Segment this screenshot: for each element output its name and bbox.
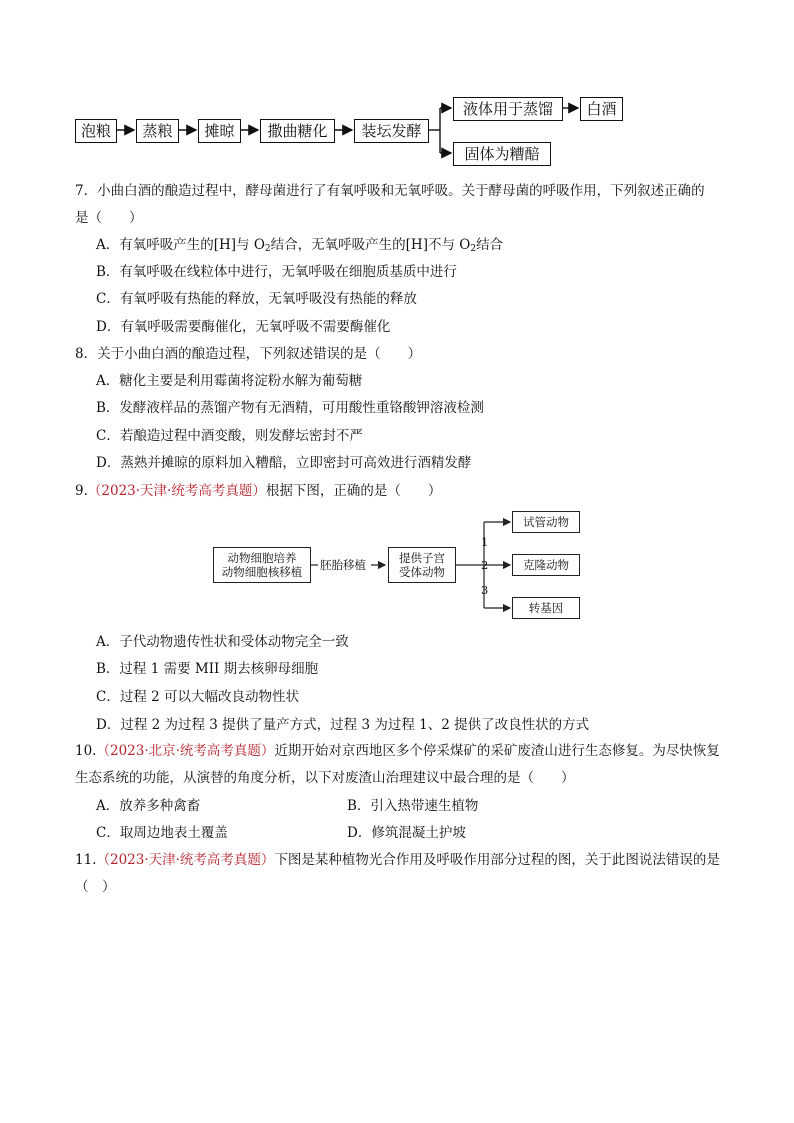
q11-source: （2023·天津·统考高考真题）: [96, 852, 275, 868]
flow-branch-solid: 固体为糟醅: [453, 142, 551, 166]
q8-option-c: C．若酿造过程中酒变酸，则发酵坛密封不严: [96, 428, 363, 444]
q10-stem-line1: 10.（2023·北京·统考高考真题）近期开始对京西地区多个停采煤矿的采矿废渣山进行生态修复。为尽快恢复: [75, 743, 720, 759]
diagram-process-label-3: 3: [481, 583, 489, 597]
q9-source: （2023·天津·统考高考真题）: [87, 483, 266, 499]
q7-option-a: A．有氧呼吸产生的[H]与 $O_2$结合，无氧呼吸产生的[H]不与 $O_2$结合: [96, 237, 504, 254]
q10-stem-line2: 生态系统的功能，从演替的角度分析，以下对废渣山治理建议中最合理的是（ ）: [75, 770, 575, 786]
diagram-box-recipient-line2: 受体动物: [399, 565, 445, 579]
diagram-box-test-tube-animal: 试管动物: [512, 511, 580, 533]
q7-stem-line1: 7．小曲白酒的酿造过程中，酵母菌进行了有氧呼吸和无氧呼吸。关于酵母菌的呼吸作用，下列叙述正确的: [75, 183, 705, 199]
diagram-process-label-1: 1: [481, 535, 489, 549]
q9-option-d: D．过程 2 为过程 3 提供了量产方式，过程 3 为过程 1、2 提供了改良性状的方式: [96, 717, 590, 733]
q10-source: （2023·北京·统考高考真题）: [96, 743, 275, 759]
diagram-box-cell-culture-line2: 动物细胞核移植: [221, 565, 303, 579]
flow-end-baijiu: 白酒: [580, 97, 623, 121]
q10-option-d: D．修筑混凝土护坡: [347, 825, 466, 841]
q7-option-c: C．有氧呼吸有热能的释放，无氧呼吸没有热能的释放: [96, 291, 417, 307]
diagram-box-recipient: [388, 547, 456, 583]
flow-step-zhengliang: 蒸粮: [136, 119, 179, 143]
diagram-box-cell-culture: [213, 547, 311, 583]
q9-option-c: C．过程 2 可以大幅改良动物性状: [96, 689, 300, 705]
q11-stem-line1: 11.（2023·天津·统考高考真题）下图是某种植物光合作用及呼吸作用部分过程的图，关于此图说法错误的是: [75, 852, 720, 868]
diagram-box-recipient-line1: 提供子宫: [399, 551, 445, 565]
q8-option-b: B．发酵液样品的蒸馏产物有无酒精，可用酸性重铬酸钾溶液检测: [96, 400, 484, 416]
q8-stem: 8．关于小曲白酒的酿造过程，下列叙述错误的是（ ）: [75, 346, 422, 362]
q10-option-a: A．放养多种禽畜: [96, 798, 201, 814]
q9-option-b: B．过程 1 需要 MII 期去核卵母细胞: [96, 661, 319, 677]
q11-stem-line2: （ ）: [75, 879, 116, 895]
q9-stem: 9.（2023·天津·统考高考真题）根据下图，正确的是（ ）: [75, 483, 442, 499]
q9-option-a: A．子代动物遗传性状和受体动物完全一致: [96, 634, 349, 650]
q10-option-b: B．引入热带速生植物: [347, 798, 479, 814]
diagram-box-cloned-animal: 克隆动物: [512, 554, 580, 576]
q7-stem-line2: 是（ ）: [75, 210, 143, 226]
flow-step-zhuangtan: 装坛发酵: [354, 119, 429, 143]
flow-step-tanliang: 摊晾: [198, 119, 241, 143]
flow-step-paoliang: 泡粮: [75, 119, 117, 143]
diagram-box-cell-culture-line1: 动物细胞培养: [227, 551, 297, 565]
diagram-box-transgenic: 转基因: [512, 597, 580, 619]
q8-option-d: D．蒸熟并摊晾的原料加入糟醅，立即密封可高效进行酒精发酵: [96, 455, 472, 471]
diagram-process-label-2: 2: [481, 558, 489, 572]
diagram-label-embryo-transfer: 胚胎移植: [320, 558, 366, 572]
q7-option-d: D．有氧呼吸需要酶催化，无氧呼吸不需要酶催化: [96, 319, 391, 335]
q7-option-b: B．有氧呼吸在线粒体中进行，无氧呼吸在细胞质基质中进行: [96, 264, 457, 280]
flow-branch-liquid: 液体用于蒸馏: [453, 97, 563, 121]
q8-option-a: A．糖化主要是利用霉菌将淀粉水解为葡萄糖: [96, 373, 363, 389]
q10-option-c: C．取周边地表土覆盖: [96, 825, 228, 841]
flow-step-saqu: 撒曲糖化: [260, 119, 335, 143]
